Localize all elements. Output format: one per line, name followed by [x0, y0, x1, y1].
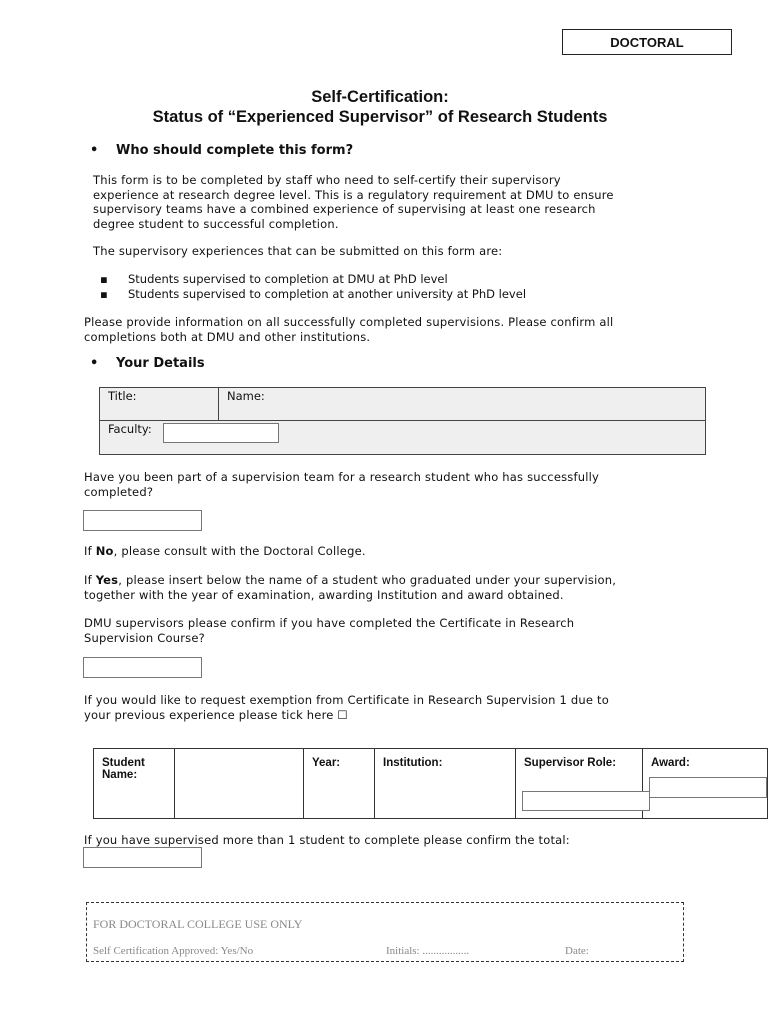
- student-name-cell[interactable]: [175, 749, 304, 819]
- list-item: ▪ Students supervised to completion at another university at PhD level: [110, 287, 526, 302]
- section-heading-details: • Your Details: [90, 356, 205, 371]
- details-box: [99, 387, 706, 455]
- exemption-request: If you would like to request exemption from Certificate in Research Supervision 1 due to your previous experience please tick here ☐: [84, 693, 609, 722]
- table-row: [94, 749, 768, 819]
- student-name-header: Student Name:: [94, 749, 175, 819]
- square-bullet-icon: ▪: [100, 286, 108, 301]
- certificate-input[interactable]: [83, 657, 202, 678]
- supervisor-role-input[interactable]: [522, 791, 650, 811]
- supervision-table: [93, 748, 768, 819]
- year-header: Year:: [304, 749, 375, 819]
- faculty-input[interactable]: [163, 423, 279, 443]
- if-yes-text: If Yes, please insert below the name of a student who graduated under your supervision, together with the year of examination, awarding Institution and award obtained.: [84, 573, 617, 602]
- divider: [218, 388, 219, 420]
- supervisor-role-header: Supervisor Role:: [516, 749, 643, 819]
- doctoral-badge: DOCTORAL: [562, 29, 732, 55]
- name-label: Name:: [227, 389, 265, 403]
- provide-info-paragraph: Please provide information on all successfully completed supervisions. Please confirm all completions both at DMU and other institutions.: [84, 315, 614, 344]
- part-of-team-question: Have you been part of a supervision team for a research student who has successfully completed?: [84, 470, 600, 499]
- page-subtitle: Status of “Experienced Supervisor” of Research Students: [152, 108, 608, 126]
- title-label: Title:: [108, 389, 137, 403]
- square-bullet-icon: ▪: [100, 272, 108, 286]
- total-input[interactable]: [83, 847, 202, 868]
- intro-paragraph: This form is to be completed by staff who need to self-certify their supervisory experience at research degree level. This is a regulatory requirement at DMU to ensure supervisory teams have a combined experience of supervising at least one research degree student to successful completion.: [93, 173, 614, 231]
- list-item: ▪ Students supervised to completion at DMU at PhD level: [110, 272, 526, 287]
- page-title: Self-Certification:: [311, 88, 449, 106]
- experiences-list: [100, 272, 527, 301]
- award-header: Award:: [643, 749, 768, 819]
- date-field: Date:: [565, 945, 589, 957]
- part-of-team-input[interactable]: [83, 510, 202, 531]
- bullet-icon: •: [90, 143, 99, 158]
- section-heading-who: • Who should complete this form?: [90, 143, 354, 158]
- total-question: If you have supervised more than 1 student to complete please confirm the total:: [84, 833, 570, 847]
- certificate-question: DMU supervisors please confirm if you have completed the Certificate in Research Supervision Course?: [84, 616, 575, 645]
- office-use-box: [86, 902, 684, 962]
- award-input[interactable]: [649, 777, 767, 798]
- institution-header: Institution:: [375, 749, 516, 819]
- experiences-intro: The supervisory experiences that can be submitted on this form are:: [93, 244, 503, 258]
- initials-field: Initials: .................: [386, 945, 470, 957]
- divider: [100, 420, 705, 421]
- office-use-heading: FOR DOCTORAL COLLEGE USE ONLY: [93, 917, 303, 931]
- exemption-checkbox[interactable]: your previous experience please tick here ☐: [84, 707, 348, 722]
- bullet-icon: •: [90, 356, 99, 371]
- approval-field: Self Certification Approved: Yes/No: [93, 945, 254, 957]
- faculty-label: Faculty:: [108, 422, 152, 436]
- if-no-text: If No, please consult with the Doctoral College.: [84, 544, 366, 558]
